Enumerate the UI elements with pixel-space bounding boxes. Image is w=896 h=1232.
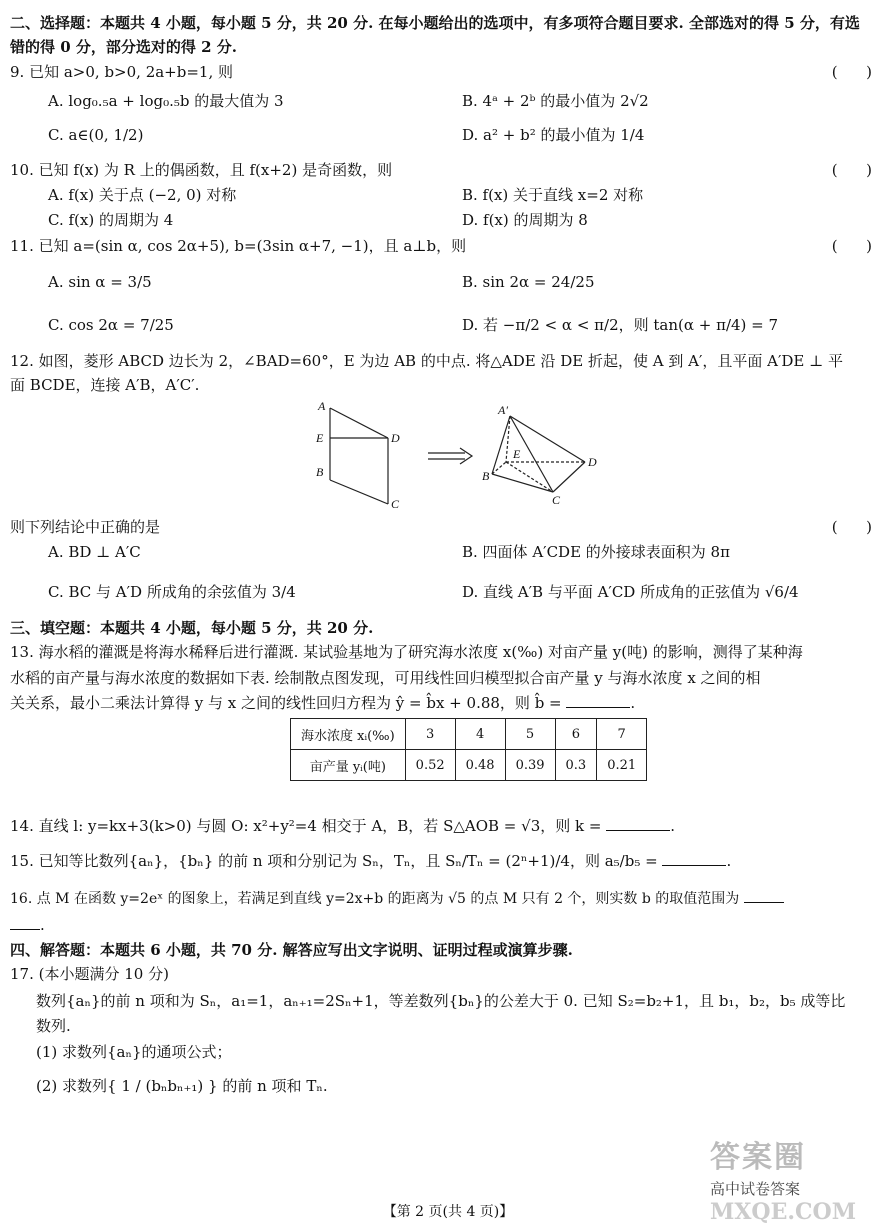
q17-line1: 数列{aₙ}的前 n 项和为 Sₙ，a₁=1，aₙ₊₁=2Sₙ+1，等差数列{bₙ}的公差大于 0. 已知 S₂=b₂+1，且 b₁，b₂，b₅ 成等比 <box>36 992 846 1010</box>
watermark-title: 答案圈 <box>710 1140 806 1175</box>
section3-heading: 三、填空题：本题共 4 小题，每小题 5 分，共 20 分. <box>10 619 374 637</box>
fig-label-e: E <box>316 431 324 445</box>
table-cell: 7 <box>597 719 647 750</box>
q9-option-d: D. a² + b² 的最小值为 1/4 <box>462 126 645 144</box>
table-cell: 5 <box>505 719 555 750</box>
answer-paren: ( ) <box>831 161 872 179</box>
q10-option-c: C. f(x) 的周期为 4 <box>48 211 174 229</box>
q12-option-d: D. 直线 A′B 与平面 A′CD 所成角的正弦值为 √6/4 <box>462 583 799 601</box>
q9-option-a: A. log₀.₅a + log₀.₅b 的最大值为 3 <box>48 92 284 110</box>
q13-data-table <box>290 718 647 781</box>
q14: 14. 直线 l: y=kx+3(k>0) 与圆 O: x²+y²=4 相交于 A，B，若 S△AOB = √3，则 k = . <box>10 817 676 835</box>
q17-part2: (2) 求数列{ 1 / (bₙbₙ₊₁) } 的前 n 项和 Tₙ. <box>36 1077 328 1095</box>
q10-option-d: D. f(x) 的周期为 8 <box>462 211 588 229</box>
table-cell: 4 <box>455 719 505 750</box>
answer-blank <box>744 888 784 903</box>
fig-label-a: A <box>318 399 326 413</box>
table-cell: 6 <box>555 719 597 750</box>
table-row <box>291 750 647 781</box>
q15-text: 15. 已知等比数列{aₙ}，{bₙ} 的前 n 项和分别记为 Sₙ，Tₙ，且 Sₙ/Tₙ = (2ⁿ+1)/4，则 a₅/b₅ = <box>10 852 658 870</box>
q11-option-d: D. 若 −π/2 < α < π/2，则 tan(α + π/4) = 7 <box>462 316 779 334</box>
q11-stem-text: 11. 已知 a=(sin α, cos 2α+5), b=(3sin α+7, −1)，且 a⊥b，则 <box>10 237 467 255</box>
q16-blank-continued: . <box>10 914 886 936</box>
section4-heading: 四、解答题：本题共 6 小题，共 70 分. 解答应写出文字说明、证明过程或演算步骤. <box>10 941 573 959</box>
table-cell: 0.3 <box>555 750 597 781</box>
q13-line1: 13. 海水稻的灌溉是将海水稀释后进行灌溉. 某试验基地为了研究海水浓度 x(‰) 对亩产量 y(吨) 的影响，测得了某种海 <box>10 643 803 661</box>
q15: 15. 已知等比数列{aₙ}，{bₙ} 的前 n 项和分别记为 Sₙ，Tₙ，且 Sₙ/Tₙ = (2ⁿ+1)/4，则 a₅/b₅ = . <box>10 852 732 870</box>
q12-stem-line1: 12. 如图，菱形 ABCD 边长为 2，∠BAD=60°，E 为边 AB 的中点. 将△ADE 沿 DE 折起，使 A 到 A′，且平面 A′DE ⊥ 平 <box>10 352 843 370</box>
watermark-subtitle: 高中试卷答案 <box>710 1180 801 1198</box>
q16 <box>10 888 886 910</box>
q11-option-a: A. sin α = 3/5 <box>48 273 152 291</box>
q11-option-c: C. cos 2α = 7/25 <box>48 316 174 334</box>
table-row-label: 亩产量 yᵢ(吨) <box>291 750 406 781</box>
q14-text: 14. 直线 l: y=kx+3(k>0) 与圆 O: x²+y²=4 相交于 A，B，若 S△AOB = √3，则 k = <box>10 817 602 835</box>
fig-label-b2: B <box>482 469 490 483</box>
q12-option-c: C. BC 与 A′D 所成角的余弦值为 3/4 <box>48 583 296 601</box>
q17-line2: 数列. <box>36 1017 71 1035</box>
answer-blank <box>662 851 726 866</box>
fig-label-c2: C <box>552 493 561 507</box>
answer-blank <box>10 915 40 930</box>
answer-paren: ( ) <box>831 63 872 81</box>
q11-stem <box>10 235 886 257</box>
table-row <box>291 719 647 750</box>
table-cell: 0.21 <box>597 750 647 781</box>
section2-heading-line1: 二、选择题：本题共 4 小题，每小题 5 分，共 20 分. 在每小题给出的选项中，有多项符合题目要求. 全部选对的得 5 分，有选 <box>10 14 860 32</box>
table-cell: 3 <box>405 719 455 750</box>
fig-label-d2: D <box>588 455 597 469</box>
q10-option-a: A. f(x) 关于点 (−2, 0) 对称 <box>48 186 237 204</box>
answer-blank <box>606 816 670 831</box>
fig-label-a-prime: A′ <box>498 403 508 417</box>
fig-label-d: D <box>391 431 400 445</box>
q10-stem-text: 10. 已知 f(x) 为 R 上的偶函数，且 f(x+2) 是奇函数，则 <box>10 161 393 179</box>
table-cell: 0.39 <box>505 750 555 781</box>
fig-label-e2: E <box>513 447 521 461</box>
q12-option-b: B. 四面体 A′CDE 的外接球表面积为 8π <box>462 543 730 561</box>
q9-stem <box>10 61 886 83</box>
answer-paren: ( ) <box>831 237 872 255</box>
table-cell: 0.48 <box>455 750 505 781</box>
q12-conclusion-text: 则下列结论中正确的是 <box>10 518 161 536</box>
fig-label-b: B <box>316 465 324 479</box>
q10-stem <box>10 159 886 181</box>
answer-blank <box>566 693 630 708</box>
q13-line3-text: 关关系，最小二乘法计算得 y 与 x 之间的线性回归方程为 ŷ = b̂x + 0.88，则 b̂ = <box>10 694 562 712</box>
q13-line2: 水稻的亩产量与海水浓度的数据如下表. 绘制散点图发现，可用线性回归模型拟合亩产量 y 与海水浓度 x 之间的相 <box>10 669 761 687</box>
q17-part1: (1) 求数列{aₙ}的通项公式； <box>36 1043 232 1061</box>
watermark-url: MXQE.COM <box>710 1199 857 1225</box>
table-row-label: 海水浓度 xᵢ(‰) <box>291 719 406 750</box>
q10-option-b: B. f(x) 关于直线 x=2 对称 <box>462 186 644 204</box>
q17-title: 17. (本小题满分 10 分) <box>10 965 169 983</box>
q11-option-b: B. sin 2α = 24/25 <box>462 273 595 291</box>
page-footer: 【第 2 页(共 4 页)】 <box>382 1204 514 1220</box>
fig-label-c: C <box>391 497 400 511</box>
q13-line3: 关关系，最小二乘法计算得 y 与 x 之间的线性回归方程为 ŷ = b̂x + 0.88，则 b̂ = . <box>10 694 636 712</box>
q12-stem-line2: 面 BCDE，连接 A′B，A′C′. <box>10 376 200 394</box>
q12-conclusion <box>10 516 886 538</box>
q12-figure <box>310 396 610 516</box>
section2-heading-line2: 错的得 0 分，部分选对的得 2 分. <box>10 38 237 56</box>
answer-paren: ( ) <box>831 518 872 536</box>
q9-option-b: B. 4ᵃ + 2ᵇ 的最小值为 2√2 <box>462 92 649 110</box>
q9-stem-text: 9. 已知 a>0, b>0, 2a+b=1, 则 <box>10 63 233 81</box>
q12-option-a: A. BD ⊥ A′C <box>48 543 141 561</box>
q9-option-c: C. a∈(0, 1/2) <box>48 126 144 144</box>
q16-text: 16. 点 M 在函数 y=2eˣ 的图象上，若满足到直线 y=2x+b 的距离为 √5 的点 M 只有 2 个，则实数 b 的取值范围为 <box>10 891 740 907</box>
table-cell: 0.52 <box>405 750 455 781</box>
